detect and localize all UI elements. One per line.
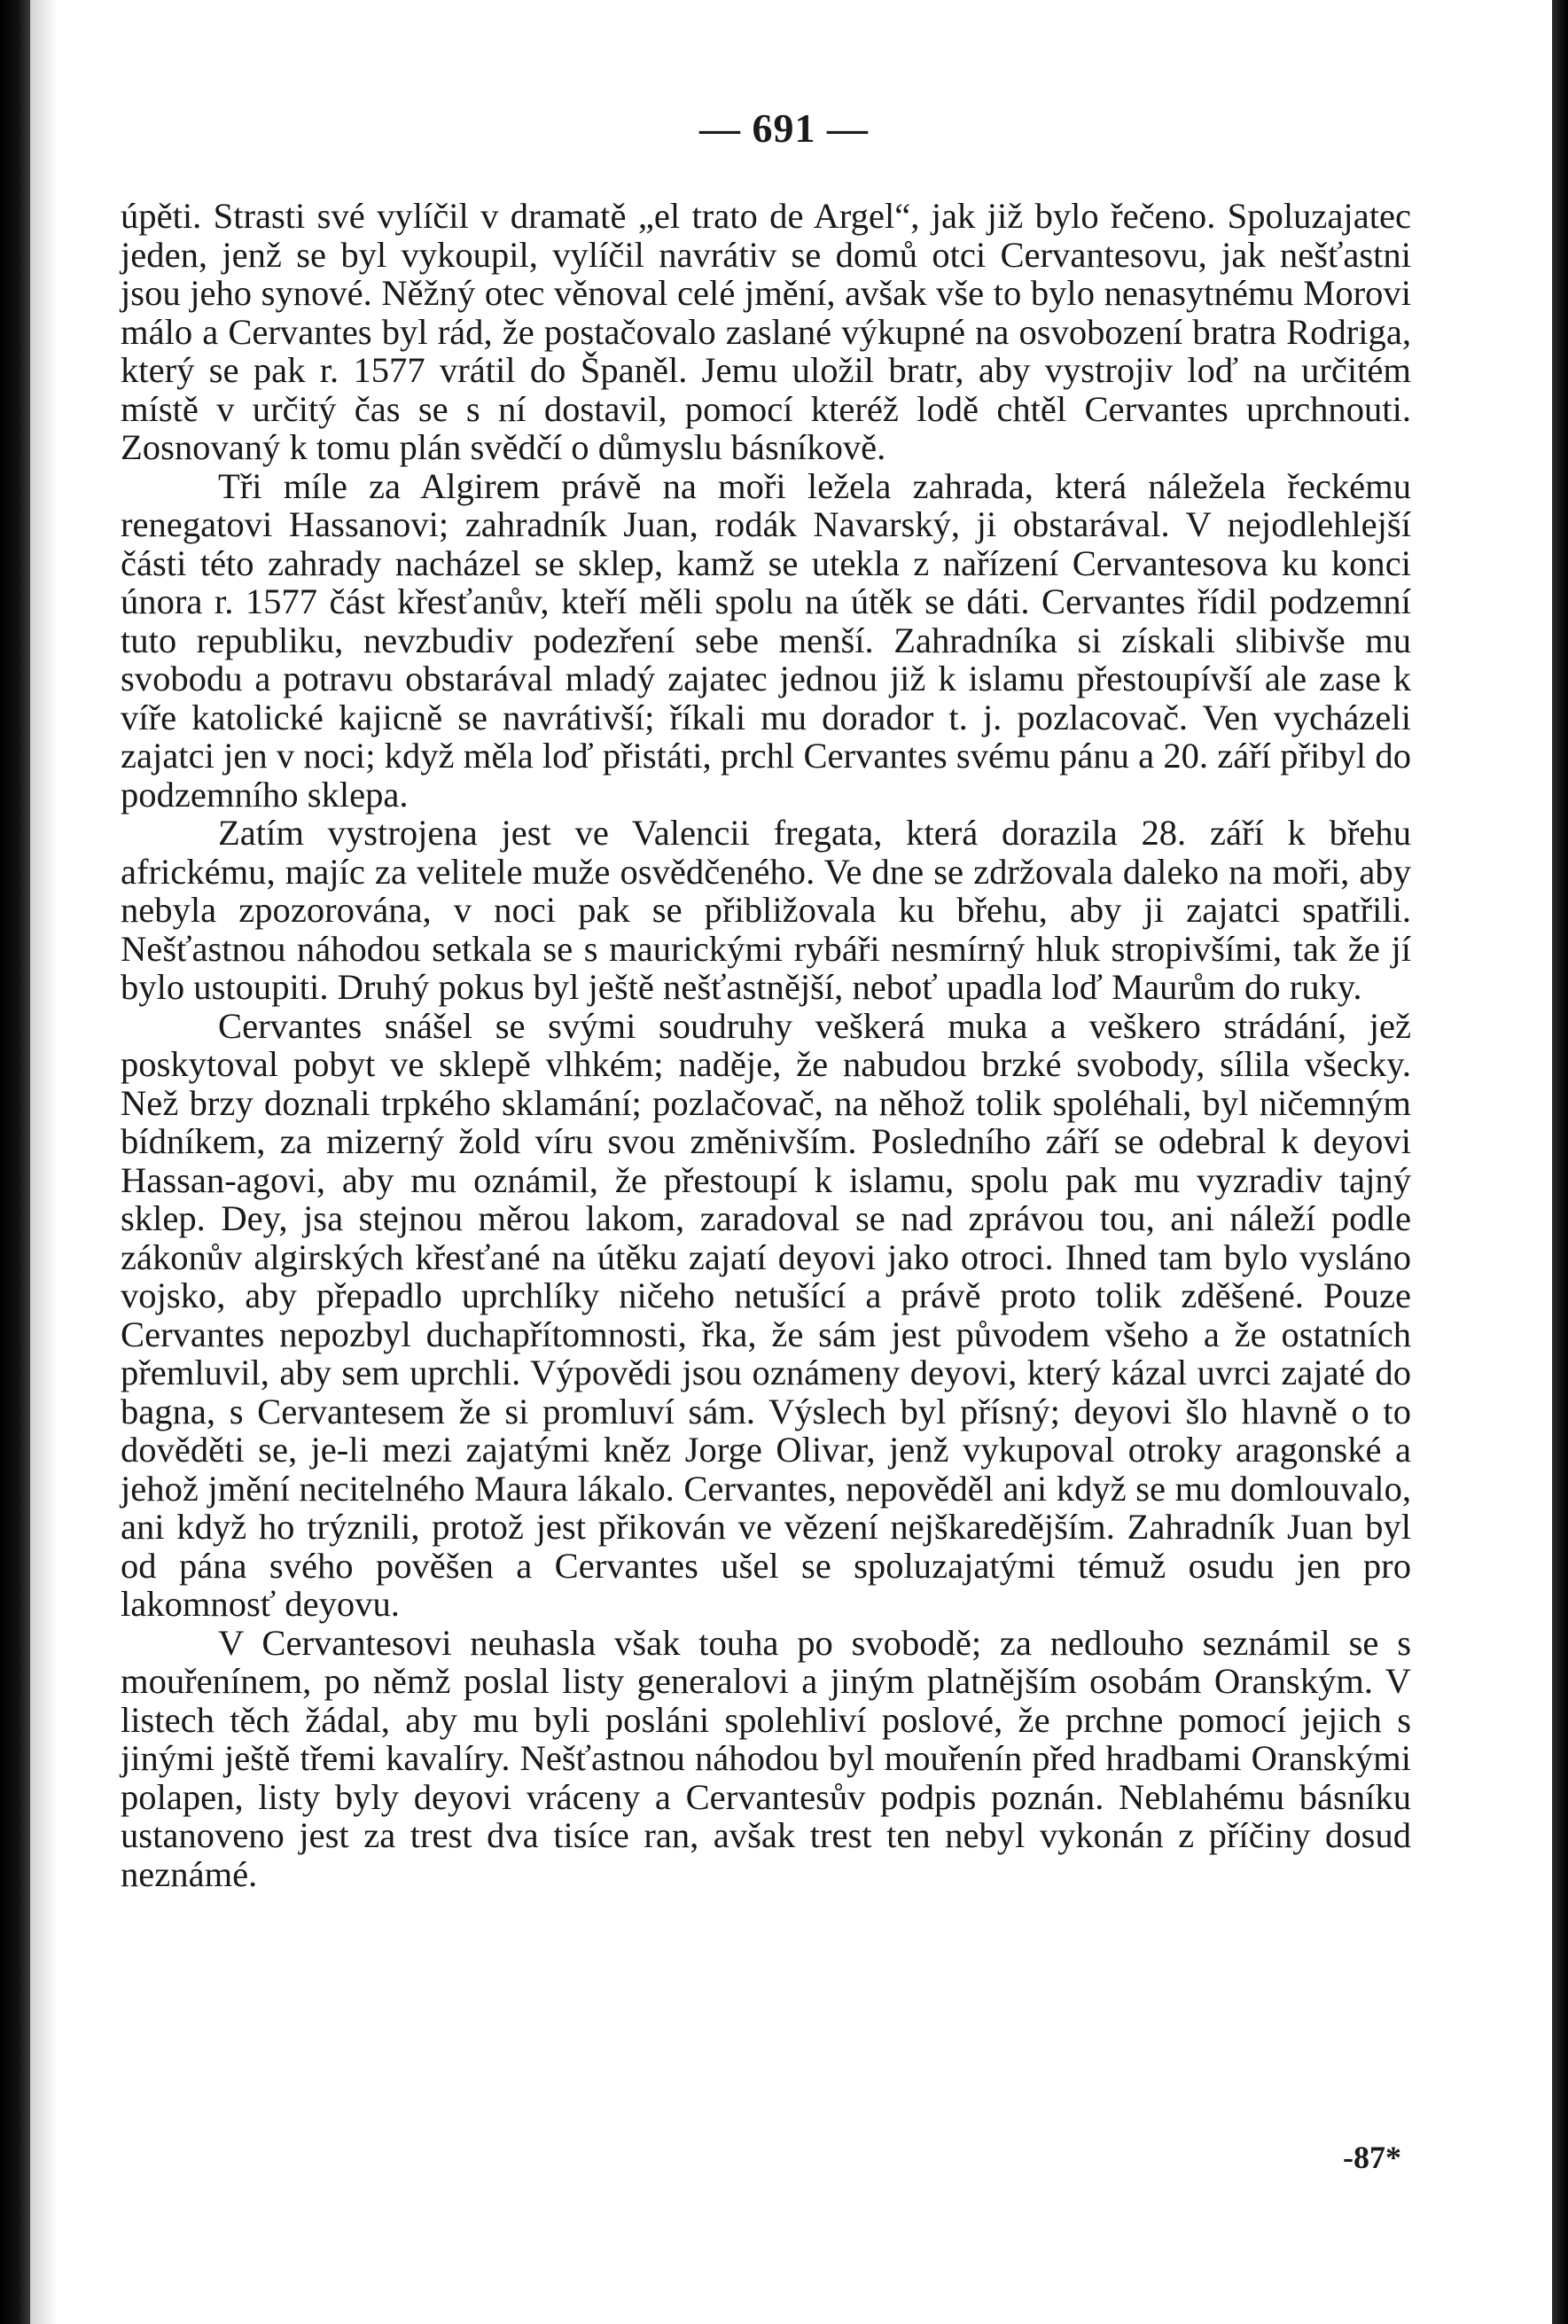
gutter-shadow [30,0,57,2324]
paragraph-4: Cervantes snášel se svými soudruhy veškerá muka a veškero strádání, jež poskytoval pobyt ve sklepě vlhkém; naděje, že nabudou brzké svobody, sílila všecky. Než brzy doznali trpkého sklamání; pozlačovač, na něhož tolik spoléhali, byl ničemným bídníkem, za mizerný žold víru svou změnivším. Posledního září se odebral k deyovi Hassan-agovi, aby mu oznámil, že přestoupí k islamu, spolu pak mu vyzradiv tajný sklep. Dey, jsa stejnou měrou lakom, zaradoval se nad zprávou tou, ani náleží podle zákonův algirských křesťané na útěku zajatí deyovi jako otroci. Ihned tam bylo vysláno vojsko, aby přepadlo uprchlíky ničeho netušící a právě proto tolik zděšené. Pouze Cervantes nepozbyl duchapřítomnosti, řka, že sám jest původem všeho a že ostatních přemluvil, aby sem uprchli. Výpovědi jsou oznámeny deyovi, který kázal uvrci zajaté do bagna, s Cervantesem že si promluví sám. Výslech byl přísný; deyovi šlo hlavně o to dověděti se, je-li mezi zajatými kněz Jorge Olivar, jenž vykupoval otroky aragonské a jehož jmění necitelného Maura lákalo. Cervantes, nepověděl ani když se mu domlouvalo, ani když ho trýznili, protož jest přikován ve vězení nejškaredějším. Zahradník Juan byl od pána svého pověšen a Cervantes ušel se spoluzajatými témuž osudu jen pro lakomnosť deyovu. [121,1005,1411,1624]
book-spine-edge [0,0,30,2324]
paragraph-2: Tři míle za Algirem právě na moři ležela zahrada, která náležela řeckému renegatovi Hassanovi; zahradník Juan, rodák Navarský, ji obstarával. V nejodlehlejší části této zahrady nacházel se sklep, kamž se utekla z nařízení Cervantesova ku konci února r. 1577 část křesťanův, kteří měli spolu na útěk se dáti. Cervantes řídil podzemní tuto republiku, nevzbudiv podezření sebe menší. Zahradníka si získali slibivše mu svobodu a potravu obstarával mladý zajatec jednou již k islamu přestoupívší ale zase k víře katolické kajicně se navrátivší; říkali mu dorador t. j. pozlacovač. Ven vycházeli zajatci jen v noci; když měla loď přistáti, prchl Cervantes svému pánu a 20. září přibyl do podzemního sklepa. [121,465,1411,815]
page-right-edge [1552,0,1568,2324]
page-number: — 691 — [699,105,869,151]
printer-signature-mark: -87* [1343,2140,1401,2175]
paragraph-3: Zatím vystrojena jest ve Valencii fregata, která dorazila 28. září k břehu africkému, majíc za velitele muže osvědčeného. Ve dne se zdržovala daleko na moři, aby nebyla zpozorována, v noci pak se přibližovala ku břehu, aby ji zajatci spatřili. Nešťastnou náhodou setkala se s maurickými rybáři nesmírný hluk stropivšími, tak že jí bylo ustoupiti. Druhý pokus byl ještě nešťastnější, neboť upadla loď Maurům do ruky. [121,813,1411,1007]
text-body [121,197,1411,1893]
paragraph-1: úpěti. Strasti své vylíčil v dramatě „el trato de Argel“, jak již bylo řečeno. Spoluzajatec jeden, jenž se byl vykoupil, vylíčil navrátiv se domů otci Cervantesovu, jak nešťastni jsou jeho synové. Něžný otec věnoval celé jmění, avšak vše to bylo nenasytnému Morovi málo a Cervantes byl rád, že postačovalo zaslané výkupné na osvobození bratra Rodriga, který se pak r. 1577 vrátil do Španěl. Jemu uložil bratr, aby vystrojiv loď na určitém místě v určitý čas se s ní dostavil, pomocí kteréž lodě chtěl Cervantes uprchnouti. Zosnovaný k tomu plán svědčí o důmyslu básníkově. [121,196,1411,467]
paragraph-5: V Cervantesovi neuhasla však touha po svobodě; za nedlouho seznámil se s mouřenínem, po němž poslal listy generalovi a jiným platnějším osobám Oranským. V listech těch žádal, aby mu byli posláni spolehliví poslové, že prchne pomocí jejich s jinými ještě třemi kavalíry. Nešťastnou náhodou byl mouřenín před hradbami Oranskými polapen, listy byly deyovi vráceny a Cervantesův podpis poznán. Neblahému básníku ustanoveno jest za trest dva tisíce ran, avšak trest ten nebyl vykonán z příčiny dosud neznámé. [121,1622,1411,1894]
